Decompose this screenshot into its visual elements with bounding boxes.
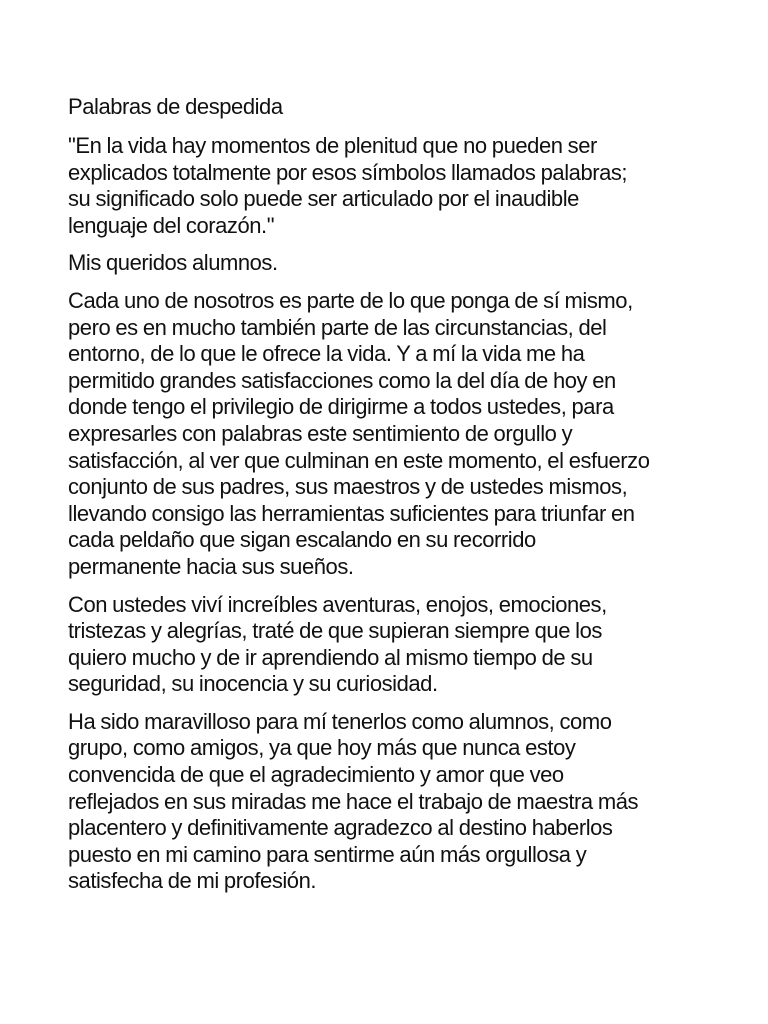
document-title: Palabras de despedida	[68, 94, 283, 119]
text-line: "En la vida hay momentos de plenitud que no pueden ser	[68, 133, 597, 158]
text-line: entorno, de lo que le ofrece la vida. Y a mí la vida me ha	[68, 341, 585, 367]
text-line: grupo, como amigos, ya que hoy más que nunca estoy	[68, 735, 576, 761]
text-line: donde tengo el privilegio de dirigirme a todos ustedes, para	[68, 394, 614, 420]
text-line: tristezas y alegrías, traté de que supieran siempre que los	[68, 618, 602, 644]
text-line: permitido grandes satisfacciones como la del día de hoy en	[68, 367, 616, 393]
text-line: llevando consigo las herramientas suficientes para triunfar en	[68, 500, 635, 526]
text-line: conjunto de sus padres, sus maestros y de ustedes mismos,	[68, 474, 628, 500]
text-line: cada peldaño que sigan escalando en su recorrido	[68, 527, 536, 553]
body-paragraph-1	[68, 288, 708, 581]
text-line: Ha sido maravilloso para mí tenerlos como alumnos, como	[68, 708, 612, 734]
text-line: seguridad, su inocencia y su curiosidad.	[68, 671, 438, 697]
text-line: lenguaje del corazón."	[68, 212, 275, 238]
text-line: explicados totalmente por esos símbolos llamados palabras;	[68, 159, 628, 185]
text-line: Con ustedes viví increíbles aventuras, enojos, emociones,	[68, 591, 607, 617]
text-line: convencida de que el agradecimiento y amor que veo	[68, 762, 564, 788]
body-paragraph-3	[68, 709, 708, 895]
text-line: su significado solo puede ser articulado por el inaudible	[68, 186, 579, 212]
text-line: expresarles con palabras este sentimiento de orgullo y	[68, 420, 573, 446]
text-line: permanente hacia sus sueños.	[68, 553, 354, 579]
document-page	[68, 92, 708, 906]
text-line: placentero y definitivamente agradezco al destino haberlos	[68, 815, 613, 841]
text-line: pero es en mucho también parte de las circunstancias, del	[68, 314, 607, 340]
body-paragraph-2	[68, 592, 708, 698]
salutation-paragraph	[68, 250, 708, 277]
text-line: Mis queridos alumnos.	[68, 250, 278, 276]
text-line: quiero mucho y de ir aprendiendo al mismo tiempo de su	[68, 644, 593, 670]
opening-quote-paragraph	[68, 133, 708, 239]
text-line: satisfacción, al ver que culminan en este momento, el esfuerzo	[68, 447, 650, 473]
text-line: satisfecha de mi profesión.	[68, 868, 317, 894]
text-line: puesto en mi camino para sentirme aún más orgullosa y	[68, 841, 587, 867]
text-line: reflejados en sus miradas me hace el trabajo de maestra más	[68, 788, 639, 814]
text-line: Cada uno de nosotros es parte de lo que ponga de sí mismo,	[68, 287, 633, 313]
